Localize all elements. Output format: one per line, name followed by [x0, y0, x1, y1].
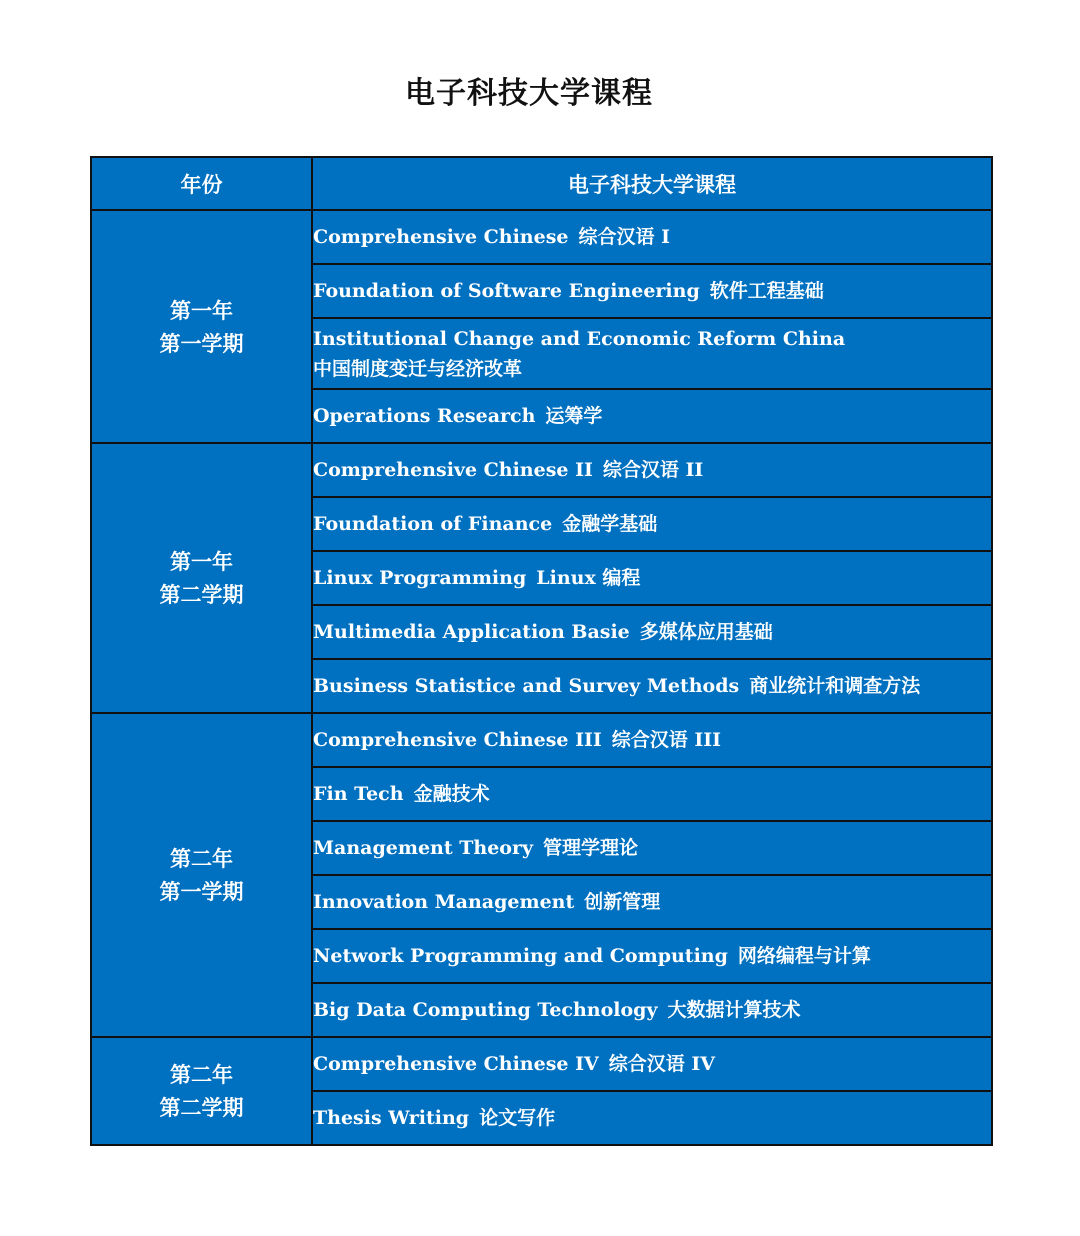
course-name-zh: 金融技术 — [413, 783, 490, 805]
semester-label: 第一学期 — [159, 879, 244, 904]
course-cell — [312, 318, 992, 389]
term-cell-year1-sem2 — [91, 443, 312, 713]
course-name-zh: 管理学理论 — [543, 837, 639, 859]
year-column-header: 年份 — [91, 157, 312, 210]
table-row — [91, 210, 992, 264]
semester-label: 第二学期 — [159, 582, 244, 607]
table-row — [91, 1037, 992, 1091]
year-label: 第一年 — [170, 549, 233, 574]
course-cell — [312, 1091, 992, 1145]
course-name-zh: 软件工程基础 — [709, 280, 824, 302]
term-cell-year1-sem1 — [91, 210, 312, 443]
semester-label: 第一学期 — [159, 330, 244, 356]
course-name-en: Business Statistice and Survey Methods — [313, 675, 740, 697]
course-name-en: Comprehensive Chinese — [313, 226, 569, 248]
course-name-en: Innovation Management — [313, 891, 575, 913]
course-cell — [312, 821, 992, 875]
course-cell — [312, 929, 992, 983]
course-name-zh: 运筹学 — [545, 405, 603, 427]
year-label: 第二年 — [170, 1062, 233, 1087]
course-cell — [312, 983, 992, 1037]
course-name-zh: 论文写作 — [479, 1107, 556, 1129]
course-name-zh: 综合汉语 II — [602, 459, 704, 481]
term-cell-year2-sem1 — [91, 713, 312, 1037]
course-cell — [312, 875, 992, 929]
course-name-zh: 中国制度变迁与经济改革 — [313, 357, 523, 380]
course-name-en: Linux Programming — [313, 567, 527, 589]
courses-column-header: 电子科技大学课程 — [312, 157, 992, 210]
course-name-en: Multimedia Application Basie — [313, 621, 630, 643]
course-cell — [312, 443, 992, 497]
course-name-en: Institutional Change and Economic Reform China — [313, 327, 846, 350]
course-cell — [312, 210, 992, 264]
page-title: 电子科技大学课程 — [405, 76, 653, 111]
course-name-en: Big Data Computing Technology — [313, 999, 658, 1021]
year-label: 第二年 — [170, 846, 233, 871]
year-label: 第一年 — [170, 297, 233, 323]
course-cell — [312, 605, 992, 659]
course-name-zh: 金融学基础 — [562, 513, 658, 535]
course-cell — [312, 389, 992, 443]
table-row — [91, 713, 992, 767]
table-header-row — [91, 157, 992, 210]
course-name-en: Thesis Writing — [313, 1107, 470, 1129]
course-name-en: Operations Research — [313, 405, 536, 427]
course-cell — [312, 551, 992, 605]
course-name-en: Comprehensive Chinese IV — [313, 1053, 599, 1075]
course-name-en: Comprehensive Chinese III — [313, 729, 602, 751]
course-name-zh: 商业统计和调查方法 — [749, 675, 921, 697]
table-row — [91, 443, 992, 497]
course-cell — [312, 713, 992, 767]
course-name-en: Network Programming and Computing — [313, 945, 728, 967]
course-name-zh: 综合汉语 III — [611, 729, 722, 751]
course-name-zh: 大数据计算技术 — [667, 999, 801, 1021]
course-cell — [312, 1037, 992, 1091]
curriculum-table — [90, 156, 993, 1146]
course-cell — [312, 264, 992, 318]
course-name-en: Foundation of Software Engineering — [313, 280, 700, 302]
course-cell — [312, 659, 992, 713]
course-cell — [312, 497, 992, 551]
course-name-en: Management Theory — [313, 837, 534, 859]
course-name-zh: 综合汉语 I — [578, 226, 671, 248]
course-name-zh: 创新管理 — [584, 891, 661, 913]
course-cell — [312, 767, 992, 821]
course-name-zh: 网络编程与计算 — [737, 945, 871, 967]
course-name-zh: 综合汉语 IV — [608, 1053, 715, 1075]
course-name-en: Foundation of Finance — [313, 513, 553, 535]
course-name-zh: Linux 编程 — [536, 567, 641, 589]
course-name-en: Fin Tech — [313, 783, 404, 805]
semester-label: 第二学期 — [159, 1095, 244, 1120]
course-name-zh: 多媒体应用基础 — [639, 621, 773, 643]
term-cell-year2-sem2 — [91, 1037, 312, 1145]
course-name-en: Comprehensive Chinese II — [313, 459, 593, 481]
